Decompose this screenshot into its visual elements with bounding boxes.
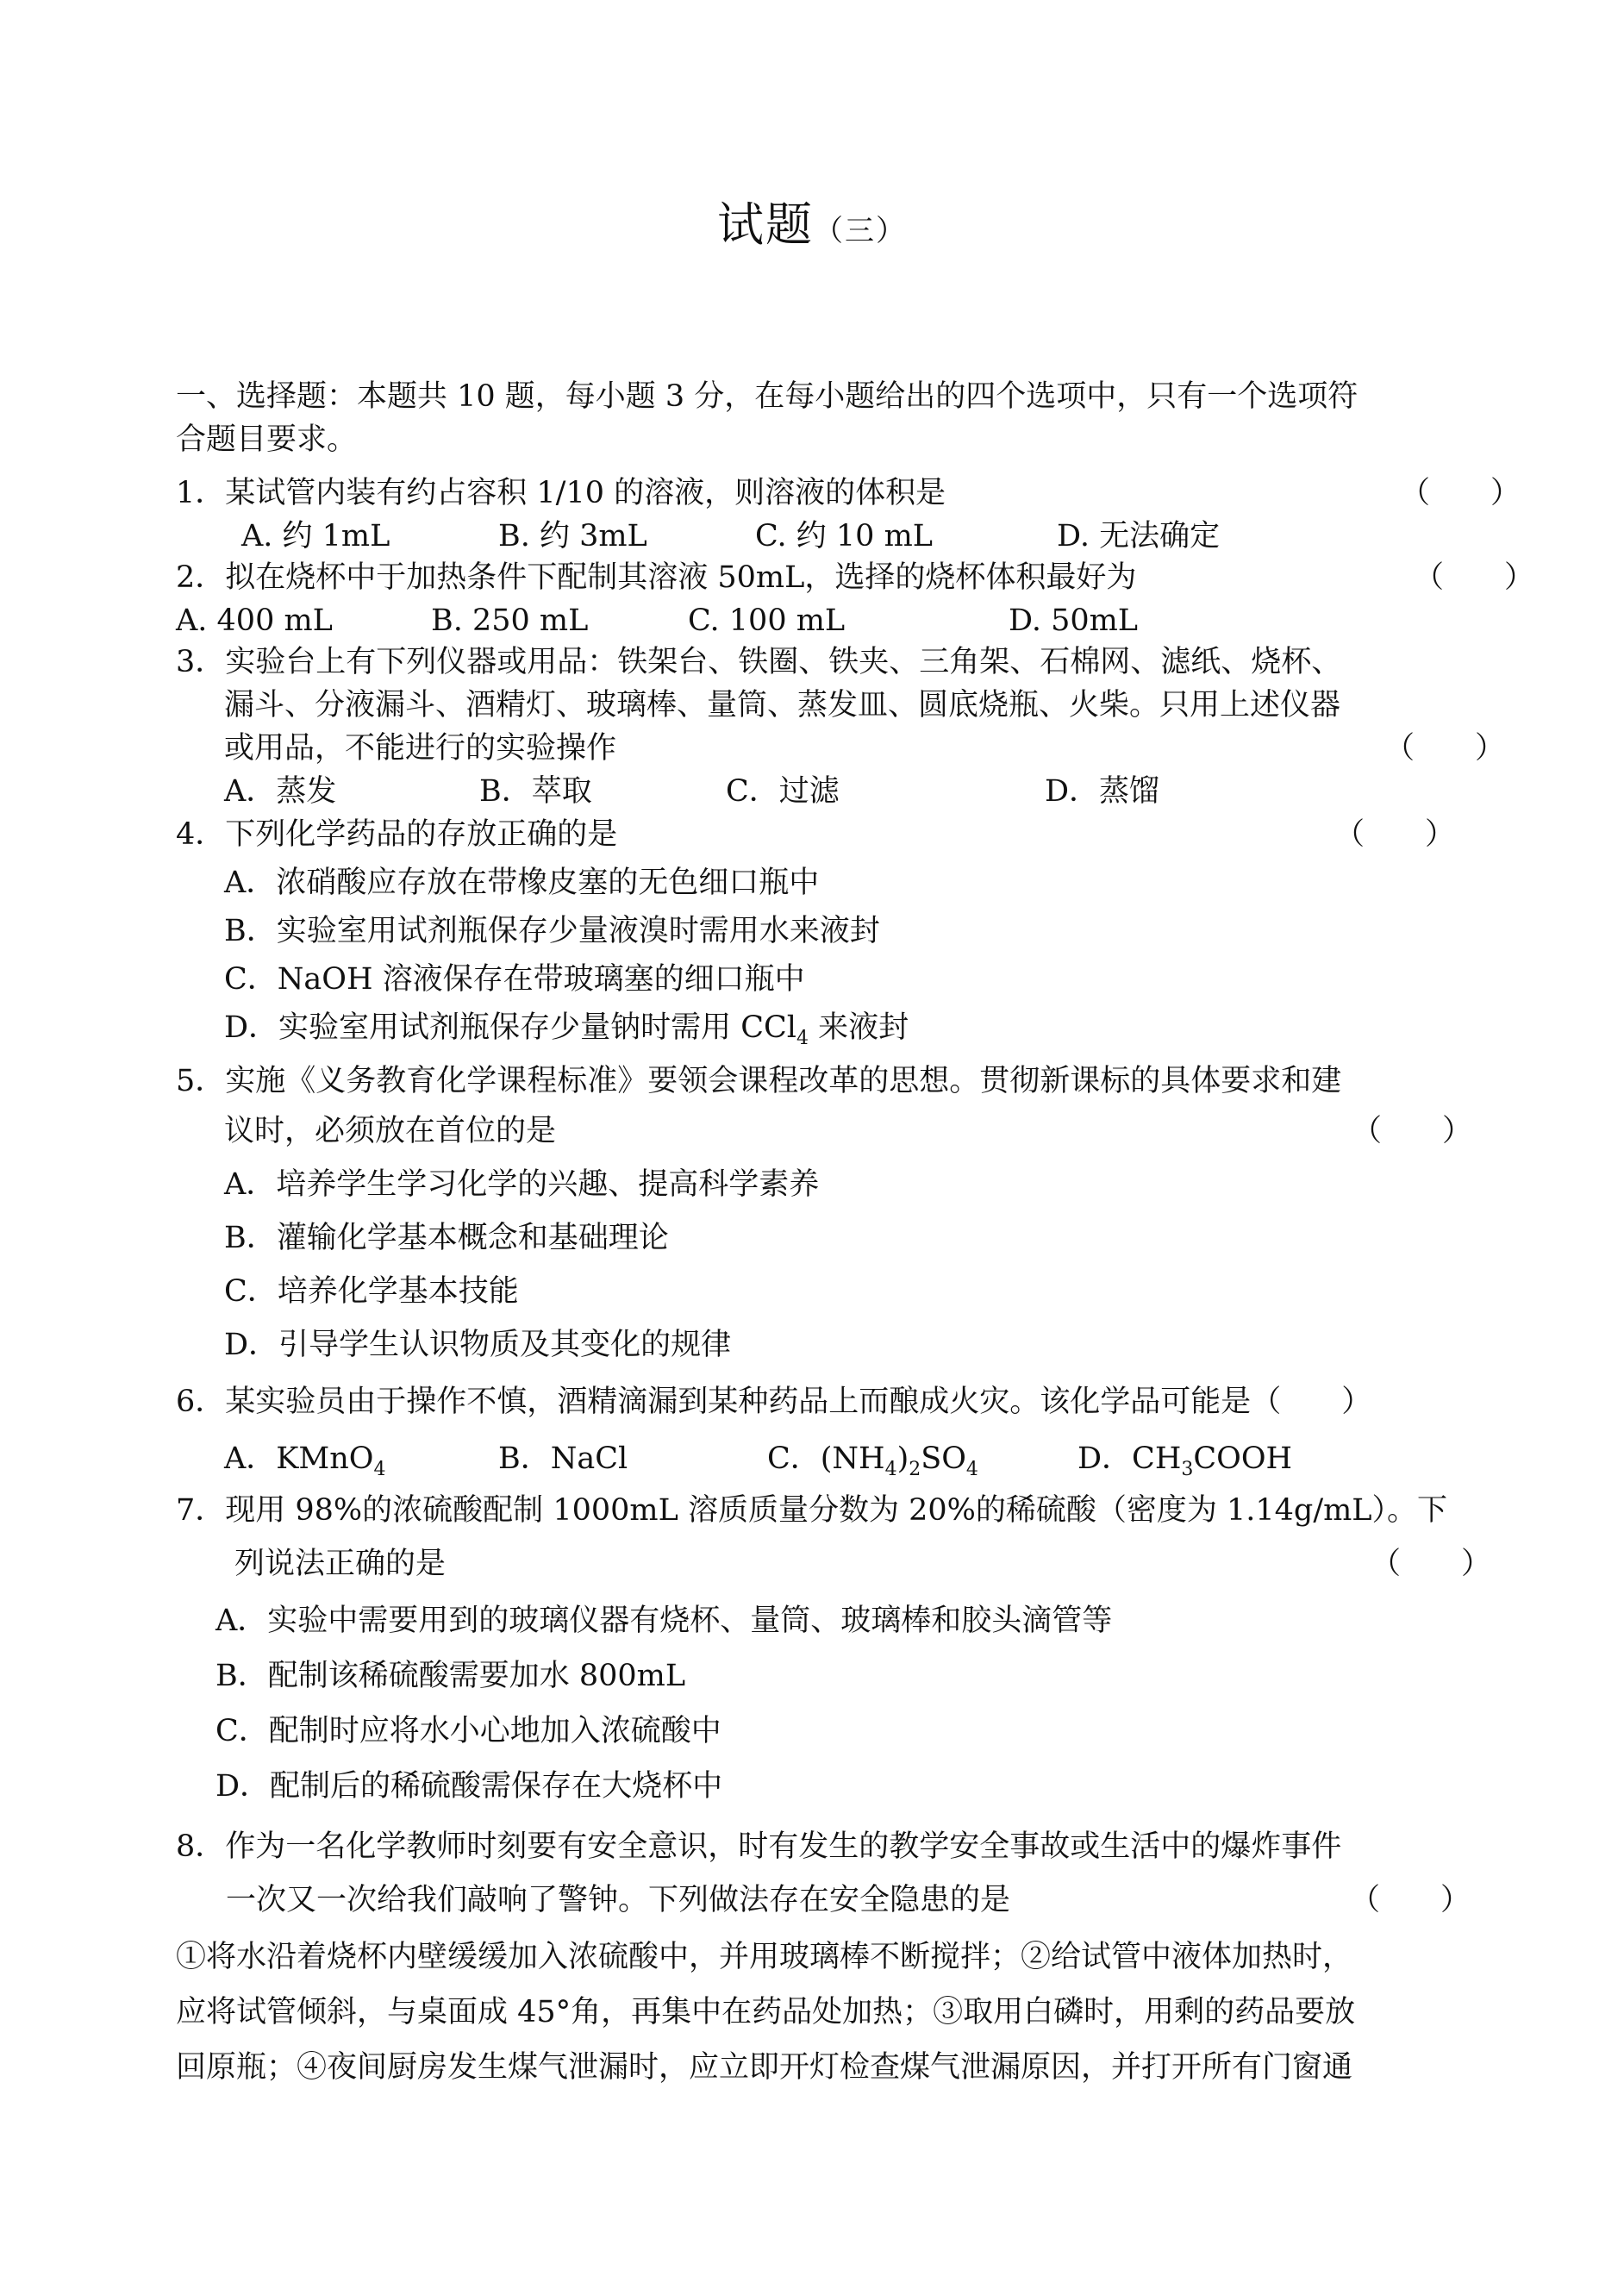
question-2-option-b: B. 250 mL <box>431 603 589 638</box>
title-sub: （三） <box>814 214 907 248</box>
question-5-line1: 5．实施《义务教育化学课程标准》要领会课程改革的思想。贯彻新课标的具体要求和建 <box>176 1064 1342 1098</box>
question-3-option-d: D．蒸馏 <box>1045 774 1160 809</box>
q6-a-text: A．KMnO <box>224 1441 374 1476</box>
q6-a-subscript: 4 <box>373 1459 386 1480</box>
question-2-option-a: A. 400 mL <box>176 603 333 638</box>
question-4-stem: 4．下列化学药品的存放正确的是 <box>176 817 618 852</box>
section-heading-line1: 一、选择题：本题共 10 题，每小题 3 分，在每小题给出的四个选项中，只有一个选项符 <box>176 379 1359 414</box>
question-1-answer-blank[interactable]: （ ） <box>1400 476 1521 510</box>
question-3-option-b: B．萃取 <box>479 774 592 809</box>
question-5-option-d: D．引导学生认识物质及其变化的规律 <box>224 1328 732 1362</box>
question-3-option-c: C．过滤 <box>726 774 840 809</box>
q6-c-text: C．(NH <box>767 1441 885 1476</box>
question-7-option-a: A．实验中需要用到的玻璃仪器有烧杯、量筒、玻璃棒和胶头滴管等 <box>215 1604 1113 1638</box>
question-7-option-c: C．配制时应将水小心地加入浓硫酸中 <box>215 1714 721 1748</box>
question-8-line5: 回原瓶；④夜间厨房发生煤气泄漏时，应立即开灯检查煤气泄漏原因，并打开所有门窗通 <box>176 2050 1353 2085</box>
question-7-option-d: D．配制后的稀硫酸需保存在大烧杯中 <box>215 1769 723 1804</box>
question-5-line2: 议时，必须放在首位的是 <box>224 1114 557 1148</box>
question-3-answer-blank[interactable]: （ ） <box>1384 731 1506 766</box>
section-heading-line2: 合题目要求。 <box>176 422 358 457</box>
page-title <box>0 195 1624 261</box>
title-main: 试题 <box>717 197 814 252</box>
q4-d-text-end: 来液封 <box>808 1010 909 1045</box>
q6-c-subscript-2: 2 <box>909 1459 921 1480</box>
question-8-line3: ①将水沿着烧杯内壁缓缓加入浓硫酸中，并用玻璃棒不断搅拌；②给试管中液体加热时， <box>176 1940 1353 1974</box>
q6-c-text-end: SO <box>921 1441 966 1476</box>
question-3-line1: 3．实验台上有下列仪器或用品：铁架台、铁圈、铁夹、三角架、石棉网、滤纸、烧杯、 <box>176 645 1342 679</box>
question-1-option-d: D. 无法确定 <box>1057 519 1221 553</box>
question-8-line1: 8．作为一名化学教师时刻要有安全意识，时有发生的教学安全事故或生活中的爆炸事件 <box>176 1829 1342 1864</box>
question-5-option-a: A．培养学生学习化学的兴趣、提高科学素养 <box>224 1167 820 1202</box>
question-2-stem: 2．拟在烧杯中于加热条件下配制其溶液 50mL，选择的烧杯体积最好为 <box>176 560 1137 595</box>
question-7-answer-blank[interactable]: （ ） <box>1371 1547 1492 1581</box>
question-8-line2: 一次又一次给我们敲响了警钟。下列做法存在安全隐患的是 <box>226 1883 1011 1917</box>
question-4-option-a: A．浓硝酸应存放在带橡皮塞的无色细口瓶中 <box>224 866 820 900</box>
question-7-option-b: B．配制该稀硫酸需要加水 800mL <box>215 1659 686 1693</box>
q6-c-subscript-1: 4 <box>884 1459 897 1480</box>
question-1-option-c: C. 约 10 mL <box>755 519 934 553</box>
question-5-answer-blank[interactable]: （ ） <box>1352 1114 1473 1148</box>
q6-c-subscript-3: 4 <box>965 1459 978 1480</box>
q4-d-subscript: 4 <box>796 1028 809 1049</box>
q6-d-subscript: 3 <box>1181 1459 1194 1480</box>
question-4-option-c: C．NaOH 溶液保存在带玻璃塞的细口瓶中 <box>224 962 805 997</box>
question-1-stem: 1．某试管内装有约占容积 1/10 的溶液，则溶液的体积是 <box>176 476 946 510</box>
question-1-option-b: B. 约 3mL <box>498 519 647 553</box>
question-8-line4: 应将试管倾斜，与桌面成 45°角，再集中在药品处加热；③取用白磷时，用剩的药品要放 <box>176 1995 1356 2029</box>
question-6-option-d <box>1077 1440 1292 1478</box>
question-7-line2: 列说法正确的是 <box>234 1547 447 1581</box>
q6-d-text-end: COOH <box>1193 1441 1293 1476</box>
question-4-option-b: B．实验室用试剂瓶保存少量液溴时需用水来液封 <box>224 914 880 948</box>
question-2-option-c: C. 100 mL <box>688 603 846 638</box>
question-1-option-a: A. 约 1mL <box>241 519 390 553</box>
question-3-line3: 或用品，不能进行的实验操作 <box>224 731 617 766</box>
question-8-answer-blank[interactable]: （ ） <box>1350 1883 1471 1917</box>
question-6-option-a <box>224 1440 386 1478</box>
question-6-option-b: B．NaCl <box>498 1441 628 1476</box>
q6-d-text: D．CH <box>1077 1441 1182 1476</box>
question-3-option-a: A．蒸发 <box>224 774 337 809</box>
question-5-option-b: B．灌输化学基本概念和基础理论 <box>224 1221 669 1255</box>
question-4-option-d <box>224 1009 909 1047</box>
question-5-option-c: C．培养化学基本技能 <box>224 1274 519 1309</box>
question-2-option-d: D. 50mL <box>1009 603 1139 638</box>
q6-c-text-mid: ) <box>896 1441 909 1476</box>
question-6-option-c <box>767 1440 978 1478</box>
question-6-stem: 6．某实验员由于操作不慎，酒精滴漏到某种药品上而酿成火灾。该化学品可能是（ ） <box>176 1385 1372 1419</box>
question-4-answer-blank[interactable]: （ ） <box>1334 817 1456 852</box>
question-7-line1: 7．现用 98%的浓硫酸配制 1000mL 溶质质量分数为 20%的稀硫酸（密度为 1.14g/mL）。下 <box>176 1493 1448 1528</box>
question-3-line2: 漏斗、分液漏斗、酒精灯、玻璃棒、量筒、蒸发皿、圆底烧瓶、火柴。只用上述仪器 <box>224 688 1341 722</box>
question-2-answer-blank[interactable]: （ ） <box>1414 560 1535 595</box>
q4-d-text: D．实验室用试剂瓶保存少量钠时需用 CCl <box>224 1010 796 1045</box>
